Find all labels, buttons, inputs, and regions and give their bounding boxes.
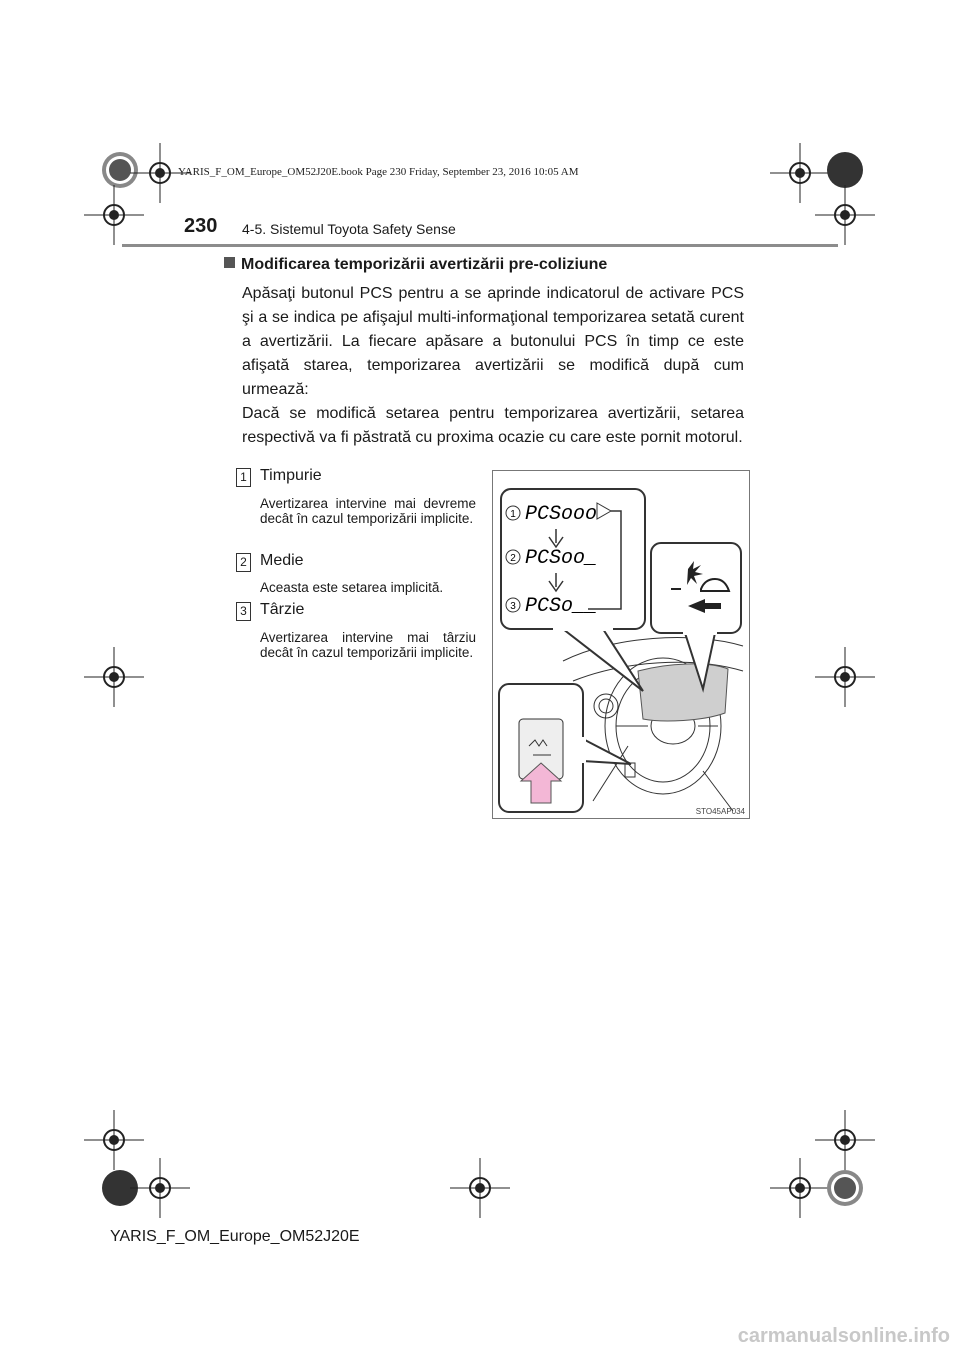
- heading: [224, 256, 607, 274]
- registration-mark-icon: [815, 1158, 875, 1218]
- figure-code: STO45AP034: [695, 807, 745, 816]
- callout-number: 2: [510, 553, 516, 564]
- item-number: 2: [236, 553, 251, 572]
- item-number: 1: [236, 468, 251, 487]
- dashboard-illustration: [493, 471, 749, 818]
- section-title: 4-5. Sistemul Toyota Safety Sense: [242, 221, 456, 237]
- crosshair-mark-icon: [84, 647, 144, 707]
- page-number: 230: [184, 215, 218, 237]
- heading-text: Modificarea temporizării avertizării pre-coliziune: [241, 256, 608, 273]
- crosshair-mark-icon: [84, 185, 144, 245]
- item-title: Timpurie: [260, 467, 322, 484]
- item-description: Avertizarea intervine mai târziu decât în cazul temporizării implicite.: [260, 630, 476, 660]
- item-description: Avertizarea intervine mai devreme decât în cazul temporizării implicite.: [260, 496, 476, 526]
- figure: [492, 470, 750, 819]
- square-bullet-icon: [224, 257, 235, 268]
- item-description: Aceasta este setarea implicită.: [260, 580, 444, 595]
- crosshair-mark-icon: [130, 1158, 190, 1218]
- watermark: carmanualsonline.info: [737, 1325, 950, 1347]
- footer: YARIS_F_OM_Europe_OM52J20E: [110, 1228, 360, 1245]
- crosshair-mark-icon: [815, 185, 875, 245]
- callout-number: 3: [510, 601, 516, 612]
- callout-number: 1: [510, 509, 516, 520]
- paragraph: Apăsaţi butonul PCS pentru a se aprinde indicatorul de activare PCS şi a se indica pe afişajul multi-informaţional temporizarea setată curent a avertizării. La fiecare apăsare a butonului PCS în timp ce este afişată starea, temporizarea avertizării se modifică după cum urmează:: [242, 285, 744, 398]
- pcs-display-text: PCSoo_: [525, 547, 598, 570]
- pcs-display-text: PCSo__: [525, 595, 598, 618]
- crosshair-mark-icon: [815, 647, 875, 707]
- pcs-display-text: PCSooo: [525, 503, 598, 526]
- book-info: YARIS_F_OM_Europe_OM52J20E.book Page 230 Friday, September 23, 2016 10:05 AM: [178, 166, 579, 178]
- crosshair-mark-icon: [450, 1158, 510, 1218]
- paragraph: Dacă se modifică setarea pentru temporizarea avertizării, setarea respectivă va fi păstrată cu proxima ocazie cu care este pornit motorul.: [242, 405, 744, 446]
- item-title: Medie: [260, 552, 304, 569]
- item-title: Târzie: [260, 601, 305, 618]
- header-rule: [122, 244, 838, 247]
- item-number: 3: [236, 602, 251, 621]
